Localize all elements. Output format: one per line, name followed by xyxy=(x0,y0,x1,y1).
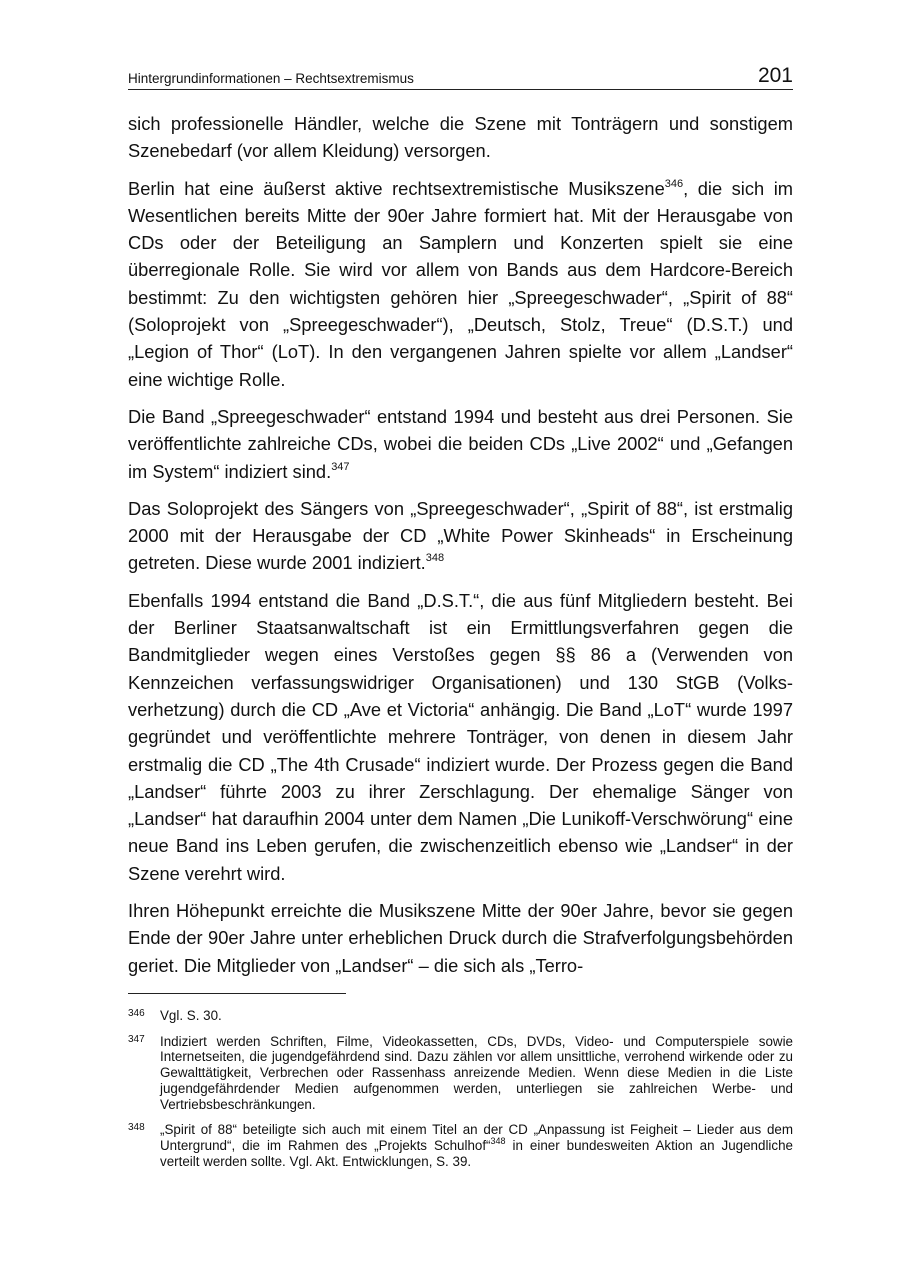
footnote xyxy=(128,1008,793,1024)
paragraph-text: Die Band „Spreegeschwader“ entstand 1994 und besteht aus drei Personen. Sie veröffentlichte zahlreiche CDs, wobei die beiden CDs „Live 2002“ und „Gefangen im System“ indiziert sind. xyxy=(128,405,793,482)
footnote-text-part: in einer bundesweiten Aktion an Jugendliche verteilt werden sollte. Vgl. Akt. Entwicklungen, S. 39. xyxy=(160,1137,793,1169)
paragraph-text: , die sich im Wesentlichen bereits Mitte der 90er Jahre formiert hat. Mit der Herausgabe von CDs oder der Beteiligung an Samplern und Konzerten spielt sie eine überregionale Rolle. Sie wird vor allem von Bands aus dem Hardcore-Bereich bestimmt: Zu den wichtigsten gehören hier „Spreegeschwader“, „Spirit of 88“ (Soloprojekt von „Spreegeschwader“), „Deutsch, Stolz, Treue“ (D.S.T.) und „Legion of Thor“ (LoT). In den vergangenen Jahren spielte vor allem „Landser“ eine wichtige Rolle. xyxy=(128,177,793,390)
footnote-ref[interactable]: 346 xyxy=(664,177,684,190)
footnotes xyxy=(128,1008,793,1179)
body-text xyxy=(128,110,793,979)
footnote-ref: 348 xyxy=(490,1135,506,1146)
footnote-separator xyxy=(128,993,346,994)
page-number: 201 xyxy=(757,64,793,87)
paragraph: Ihren Höhepunkt erreichte die Musikszene Mitte der 90er Jahre, bevor sie gegen Ende der 90er Jahre unter erheblichen Druck durch die Strafverfolgungsbehörden geriet. Die Mitglieder von „Landser“ – die sich als „Terro- xyxy=(128,900,793,976)
footnote-text-part: „Spirit of 88“ beteiligte sich auch mit einem Titel an der CD „Anpassung ist Feigheit – Lieder aus dem Untergrund“, die im Rahmen des „Projekts Schulhof“ xyxy=(160,1122,793,1153)
paragraph xyxy=(128,403,793,485)
footnote-ref[interactable]: 347 xyxy=(331,460,350,473)
footnote-text: Vgl. S. 30. xyxy=(160,1008,222,1023)
running-header xyxy=(128,60,793,90)
paragraph-text: Berlin hat eine äußerst aktive rechtsextremistische Musikszene xyxy=(128,177,665,199)
footnote xyxy=(128,1122,793,1169)
paragraph xyxy=(128,175,793,393)
footnote xyxy=(128,1034,793,1113)
paragraph: sich professionelle Händler, welche die Szene mit Tonträgern und sonstigem Szenebedarf (vor allem Kleidung) versorgen. xyxy=(128,113,793,162)
paragraph: Ebenfalls 1994 entstand die Band „D.S.T.“, die aus fünf Mitgliedern besteht. Bei der Berliner Staatsanwaltschaft ist ein Ermittlungsverfahren gegen die Bandmitglieder wegen eines Verstoßes gegen §§ 86 a (Verwenden von Kennzeichen verfassungswidriger Organisationen) und 130 StGB (Volksverhetzung) durch die CD „Ave et Victoria“ anhängig. Die Band „LoT“ wurde 1997 gegründet und veröffentlichte mehrere Tonträger, von denen in diesem Jahr erstmalig die CD „The 4th Crusade“ indiziert wurde. Der Prozess gegen die Band „Landser“ führte 2003 zu ihrer Zerschlagung. Der ehemalige Sänger von „Landser“ hat daraufhin 2004 unter dem Namen „Die Lunikoff-Verschwörung“ eine neue Band ins Leben gerufen, die zwischenzeitlich ebenso wie „Landser“ in der Szene verehrt wird. xyxy=(128,589,793,884)
footnote-text: Indiziert werden Schriften, Filme, Videokassetten, CDs, DVDs, Video- und Computerspiele sowie Internetseiten, die jugendgefährdend sind. Dazu zählen vor allem unsittliche, verrohend wirkende oder zu Gewalttätigkeit, Verbrechen oder Rassenhass anreizende Medien. Wenn diese Medien in die Liste jugendgefährdender Medien aufgenommen werden, unterliegen sie zahlreichen Werbe- und Vertriebsbeschränkungen. xyxy=(160,1033,793,1112)
paragraph xyxy=(128,495,793,577)
footnote-text xyxy=(160,1122,793,1169)
footnote-number: 348 xyxy=(128,1122,145,1134)
paragraph-text: Das Soloprojekt des Sängers von „Spreegeschwader“, „Spirit of 88“, ist erstmalig 2000 mit der Herausgabe der CD „White Power Skinheads“ in Erscheinung getreten. Diese wurde 2001 indiziert. xyxy=(128,497,793,574)
footnote-number: 346 xyxy=(128,1008,145,1019)
header-title: Hintergrundinformationen – Rechtsextremismus xyxy=(128,71,414,86)
document-page xyxy=(128,60,793,989)
footnote-number: 347 xyxy=(128,1033,145,1045)
footnote-ref[interactable]: 348 xyxy=(425,552,445,565)
